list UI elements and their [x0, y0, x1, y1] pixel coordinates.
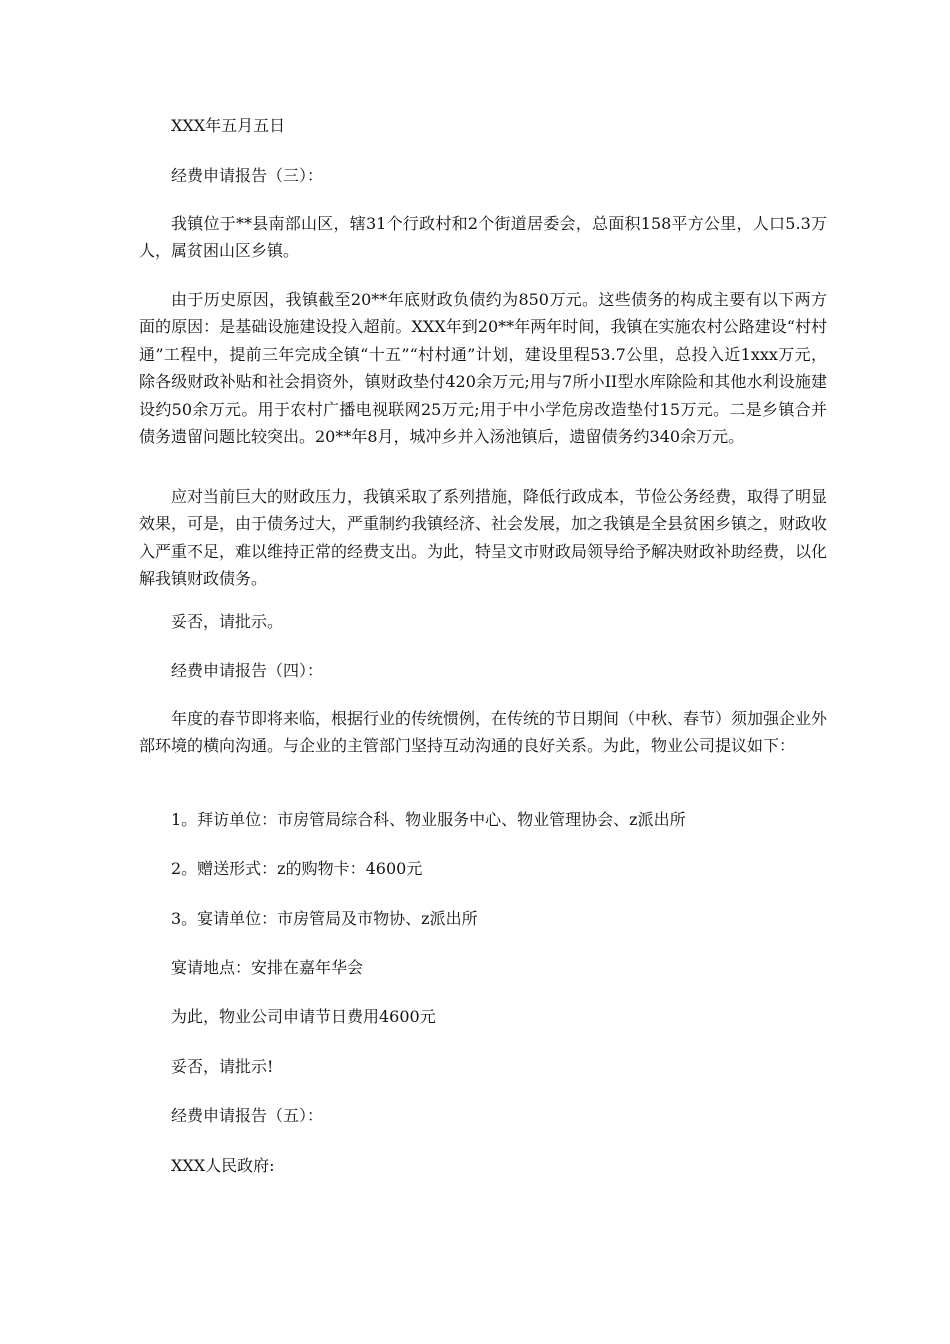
report-4-venue: 宴请地点：安排在嘉年华会 [171, 958, 364, 977]
report-4-item-3: 3。宴请单位：市房管局及市物协、z派出所 [171, 909, 478, 928]
report-3-title: 经费申请报告（三）： [171, 166, 324, 185]
report-3-paragraph-2: 由于历史原因，我镇截至20**年底财政负债约为850万元。这些债务的构成主要有以下两方面的原因：是基础设施建设投入超前。XXX年到20**年两年时间，我镇在实施农村公路建设“村村通”工程中，提前三年完成全镇“十五”“村村通”计划，建设里程53.7公里，总投入近1xxx万元，除各级财政补贴和社会捐资外，镇财政垫付420余万元;用与7所小II型水库除险和其他水利设施建设约50余万元。用于农村广播电视联网25万元;用于中小学危房改造垫付15万元。二是乡镇合并债务遗留问题比较突出。20**年8月，城冲乡并入汤池镇后，遗留债务约340余万元。 [139, 290, 827, 447]
report-5-title: 经费申请报告（五）： [171, 1106, 324, 1125]
report-4-title: 经费申请报告（四）： [171, 661, 324, 680]
report-4-item-1: 1。拜访单位：市房管局综合科、物业服务中心、物业管理协会、z派出所 [171, 810, 686, 829]
report-4-paragraph-1: 年度的春节即将来临，根据行业的传统惯例，在传统的节日期间（中秋、春节）须加强企业外部环境的横向沟通。与企业的主管部门坚持互动沟通的良好关系。为此，物业公司提议如下： [139, 709, 828, 756]
report-4-item-2: 2。赠送形式：z的购物卡：4600元 [171, 859, 423, 878]
report-4-request: 为此，物业公司申请节日费用4600元 [171, 1007, 436, 1026]
report-3-paragraph-1: 我镇位于**县南部山区，辖31个行政村和2个街道居委会，总面积158平方公里，人口5.3万人，属贫困山区乡镇。 [139, 214, 827, 261]
report-4-closing: 妥否，请批示! [171, 1057, 274, 1076]
document-date: XXX年五月五日 [171, 116, 286, 135]
report-5-addressee: XXX人民政府: [171, 1156, 275, 1175]
report-3-closing: 妥否，请批示。 [171, 612, 284, 631]
report-3-paragraph-3: 应对当前巨大的财政压力，我镇采取了系列措施，降低行政成本，节俭公务经费，取得了明显效果，可是，由于债务过大，严重制约我镇经济、社会发展，加之我镇是全县贫困乡镇之，财政收入严重不足，难以维持正常的经费支出。为此，特呈文市财政局领导给予解决财政补助经费，以化解我镇财政债务。 [139, 487, 828, 589]
